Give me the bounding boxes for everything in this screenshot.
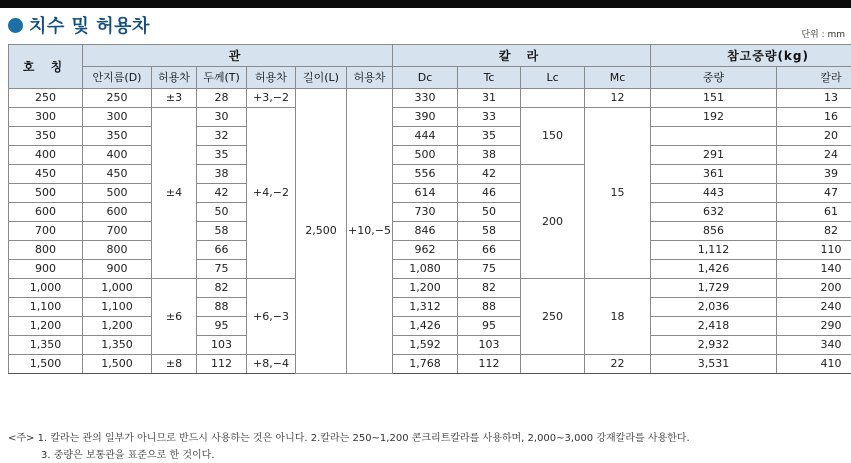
cell-tolerance-d: ±8 bbox=[152, 355, 197, 374]
cell-nominal: 1,500 bbox=[9, 355, 83, 374]
cell-tolerance-d: ±6 bbox=[152, 279, 197, 355]
cell-weight-pipe: 1,426 bbox=[651, 260, 777, 279]
cell-tc: 35 bbox=[458, 127, 521, 146]
cell-weight-pipe: 856 bbox=[651, 222, 777, 241]
cell-thickness: 42 bbox=[197, 184, 247, 203]
header-collar: 칼 라 bbox=[393, 45, 651, 67]
cell-tc: 82 bbox=[458, 279, 521, 298]
cell-dc: 1,080 bbox=[393, 260, 458, 279]
cell-lc bbox=[521, 89, 585, 108]
cell-dc: 730 bbox=[393, 203, 458, 222]
cell-weight-collar: 20 bbox=[777, 127, 851, 146]
cell-weight-collar: 240 bbox=[777, 298, 851, 317]
cell-weight-pipe bbox=[651, 127, 777, 146]
cell-dc: 1,200 bbox=[393, 279, 458, 298]
cell-tc: 50 bbox=[458, 203, 521, 222]
table-row bbox=[9, 165, 851, 184]
cell-weight-collar: 47 bbox=[777, 184, 851, 203]
header-dc: Dc bbox=[393, 67, 458, 89]
cell-nominal: 1,200 bbox=[9, 317, 83, 336]
cell-mc: 18 bbox=[585, 279, 651, 355]
cell-inner-diameter: 400 bbox=[83, 146, 152, 165]
cell-nominal: 1,100 bbox=[9, 298, 83, 317]
unit-label: 단위 : mm bbox=[801, 30, 845, 40]
cell-thickness: 112 bbox=[197, 355, 247, 374]
cell-nominal: 300 bbox=[9, 108, 83, 127]
cell-thickness: 35 bbox=[197, 146, 247, 165]
cell-tc: 33 bbox=[458, 108, 521, 127]
cell-thickness: 30 bbox=[197, 108, 247, 127]
cell-nominal: 500 bbox=[9, 184, 83, 203]
table-row bbox=[9, 108, 851, 127]
header-length: 길이(L) bbox=[296, 67, 347, 89]
cell-weight-collar: 16 bbox=[777, 108, 851, 127]
cell-inner-diameter: 1,350 bbox=[83, 336, 152, 355]
cell-inner-diameter: 1,200 bbox=[83, 317, 152, 336]
cell-dc: 846 bbox=[393, 222, 458, 241]
cell-inner-diameter: 1,500 bbox=[83, 355, 152, 374]
cell-nominal: 1,350 bbox=[9, 336, 83, 355]
cell-tolerance-d: ±4 bbox=[152, 108, 197, 279]
cell-weight-pipe: 192 bbox=[651, 108, 777, 127]
cell-dc: 1,592 bbox=[393, 336, 458, 355]
cell-tc: 75 bbox=[458, 260, 521, 279]
cell-thickness: 103 bbox=[197, 336, 247, 355]
cell-nominal: 1,000 bbox=[9, 279, 83, 298]
cell-nominal: 700 bbox=[9, 222, 83, 241]
footnote-line-2: 3. 중량은 보통관을 표준으로 한 것이다. bbox=[41, 450, 215, 461]
cell-weight-pipe: 632 bbox=[651, 203, 777, 222]
cell-tc: 38 bbox=[458, 146, 521, 165]
cell-thickness: 82 bbox=[197, 279, 247, 298]
cell-tc: 46 bbox=[458, 184, 521, 203]
table-row bbox=[9, 184, 851, 203]
table-row bbox=[9, 336, 851, 355]
cell-lc: 250 bbox=[521, 279, 585, 355]
cell-nominal: 900 bbox=[9, 260, 83, 279]
header-inner-diameter: 안지름(D) bbox=[83, 67, 152, 89]
cell-dc: 444 bbox=[393, 127, 458, 146]
cell-weight-collar: 110 bbox=[777, 241, 851, 260]
cell-inner-diameter: 600 bbox=[83, 203, 152, 222]
table-row bbox=[9, 89, 851, 108]
table-row bbox=[9, 127, 851, 146]
cell-weight-collar: 340 bbox=[777, 336, 851, 355]
footnote-line-1: <주> 1. 칼라는 관의 일부가 아니므로 반드시 사용하는 것은 아니다. 2.칼라는 250~1,200 콘크리트칼라를 사용하며, 2,000~3,000 강재칼라를 사용한다. bbox=[8, 433, 690, 444]
cell-thickness: 88 bbox=[197, 298, 247, 317]
table-row bbox=[9, 317, 851, 336]
cell-weight-pipe: 1,729 bbox=[651, 279, 777, 298]
cell-dc: 1,426 bbox=[393, 317, 458, 336]
cell-tc: 88 bbox=[458, 298, 521, 317]
cell-tc: 31 bbox=[458, 89, 521, 108]
cell-tolerance-t: +8,−4 bbox=[247, 355, 296, 374]
section-title-text: 치수 및 허용차 bbox=[29, 16, 150, 37]
cell-inner-diameter: 1,100 bbox=[83, 298, 152, 317]
cell-dc: 556 bbox=[393, 165, 458, 184]
cell-inner-diameter: 800 bbox=[83, 241, 152, 260]
header-tolerance-d: 허용차 bbox=[152, 67, 197, 89]
cell-tolerance-t: +6,−3 bbox=[247, 279, 296, 355]
cell-thickness: 38 bbox=[197, 165, 247, 184]
table-row bbox=[9, 355, 851, 374]
table-row bbox=[9, 203, 851, 222]
cell-inner-diameter: 900 bbox=[83, 260, 152, 279]
cell-weight-collar: 24 bbox=[777, 146, 851, 165]
cell-tc: 66 bbox=[458, 241, 521, 260]
cell-nominal: 250 bbox=[9, 89, 83, 108]
cell-weight-collar: 61 bbox=[777, 203, 851, 222]
cell-inner-diameter: 250 bbox=[83, 89, 152, 108]
cell-inner-diameter: 700 bbox=[83, 222, 152, 241]
top-dark-band bbox=[0, 0, 851, 8]
cell-tolerance-d: ±3 bbox=[152, 89, 197, 108]
cell-dc: 962 bbox=[393, 241, 458, 260]
header-mc: Mc bbox=[585, 67, 651, 89]
cell-inner-diameter: 1,000 bbox=[83, 279, 152, 298]
cell-tc: 95 bbox=[458, 317, 521, 336]
cell-tc: 42 bbox=[458, 165, 521, 184]
cell-weight-collar: 82 bbox=[777, 222, 851, 241]
cell-thickness: 50 bbox=[197, 203, 247, 222]
cell-lc bbox=[521, 355, 585, 374]
cell-weight-pipe: 291 bbox=[651, 146, 777, 165]
cell-thickness: 75 bbox=[197, 260, 247, 279]
cell-inner-diameter: 500 bbox=[83, 184, 152, 203]
header-tc: Tc bbox=[458, 67, 521, 89]
section-title bbox=[8, 12, 150, 38]
cell-weight-collar: 410 bbox=[777, 355, 851, 374]
cell-weight-collar: 200 bbox=[777, 279, 851, 298]
cell-thickness: 58 bbox=[197, 222, 247, 241]
cell-weight-collar: 140 bbox=[777, 260, 851, 279]
cell-weight-collar: 13 bbox=[777, 89, 851, 108]
cell-lc: 200 bbox=[521, 165, 585, 279]
cell-thickness: 32 bbox=[197, 127, 247, 146]
cell-weight-pipe: 2,418 bbox=[651, 317, 777, 336]
cell-weight-pipe: 1,112 bbox=[651, 241, 777, 260]
cell-thickness: 28 bbox=[197, 89, 247, 108]
cell-nominal: 400 bbox=[9, 146, 83, 165]
header-weight-collar: 칼라 bbox=[777, 67, 851, 89]
cell-dc: 614 bbox=[393, 184, 458, 203]
cell-nominal: 450 bbox=[9, 165, 83, 184]
cell-weight-pipe: 443 bbox=[651, 184, 777, 203]
table-row bbox=[9, 241, 851, 260]
dimension-table bbox=[8, 44, 851, 374]
cell-tc: 58 bbox=[458, 222, 521, 241]
cell-tolerance-l: +10,−5 bbox=[347, 89, 393, 374]
cell-mc: 12 bbox=[585, 89, 651, 108]
cell-dc: 330 bbox=[393, 89, 458, 108]
cell-inner-diameter: 300 bbox=[83, 108, 152, 127]
table-row bbox=[9, 222, 851, 241]
header-weight: 참고중량(kg) bbox=[651, 45, 851, 67]
header-nominal: 호 칭 bbox=[9, 45, 83, 89]
cell-tc: 103 bbox=[458, 336, 521, 355]
header-tolerance-t: 허용차 bbox=[247, 67, 296, 89]
table-row bbox=[9, 279, 851, 298]
header-weight-pipe: 중량 bbox=[651, 67, 777, 89]
cell-tolerance-t: +3,−2 bbox=[247, 89, 296, 108]
cell-nominal: 600 bbox=[9, 203, 83, 222]
cell-dc: 390 bbox=[393, 108, 458, 127]
bullet-circle-icon bbox=[8, 18, 23, 33]
cell-weight-collar: 290 bbox=[777, 317, 851, 336]
header-pipe: 관 bbox=[83, 45, 393, 67]
cell-dc: 500 bbox=[393, 146, 458, 165]
cell-inner-diameter: 350 bbox=[83, 127, 152, 146]
cell-mc: 15 bbox=[585, 108, 651, 279]
table-row bbox=[9, 298, 851, 317]
cell-weight-pipe: 151 bbox=[651, 89, 777, 108]
cell-weight-pipe: 3,531 bbox=[651, 355, 777, 374]
cell-weight-pipe: 2,036 bbox=[651, 298, 777, 317]
header-thickness: 두께(T) bbox=[197, 67, 247, 89]
cell-tc: 112 bbox=[458, 355, 521, 374]
cell-nominal: 350 bbox=[9, 127, 83, 146]
header-lc: Lc bbox=[521, 67, 585, 89]
cell-weight-pipe: 361 bbox=[651, 165, 777, 184]
cell-dc: 1,312 bbox=[393, 298, 458, 317]
table-row bbox=[9, 146, 851, 165]
cell-weight-pipe: 2,932 bbox=[651, 336, 777, 355]
cell-dc: 1,768 bbox=[393, 355, 458, 374]
cell-thickness: 66 bbox=[197, 241, 247, 260]
cell-tolerance-t: +4,−2 bbox=[247, 108, 296, 279]
cell-lc: 150 bbox=[521, 108, 585, 165]
table-row bbox=[9, 260, 851, 279]
cell-weight-collar: 39 bbox=[777, 165, 851, 184]
header-tolerance-l: 허용차 bbox=[347, 67, 393, 89]
cell-mc: 22 bbox=[585, 355, 651, 374]
cell-thickness: 95 bbox=[197, 317, 247, 336]
cell-inner-diameter: 450 bbox=[83, 165, 152, 184]
cell-nominal: 800 bbox=[9, 241, 83, 260]
cell-length: 2,500 bbox=[296, 89, 347, 374]
